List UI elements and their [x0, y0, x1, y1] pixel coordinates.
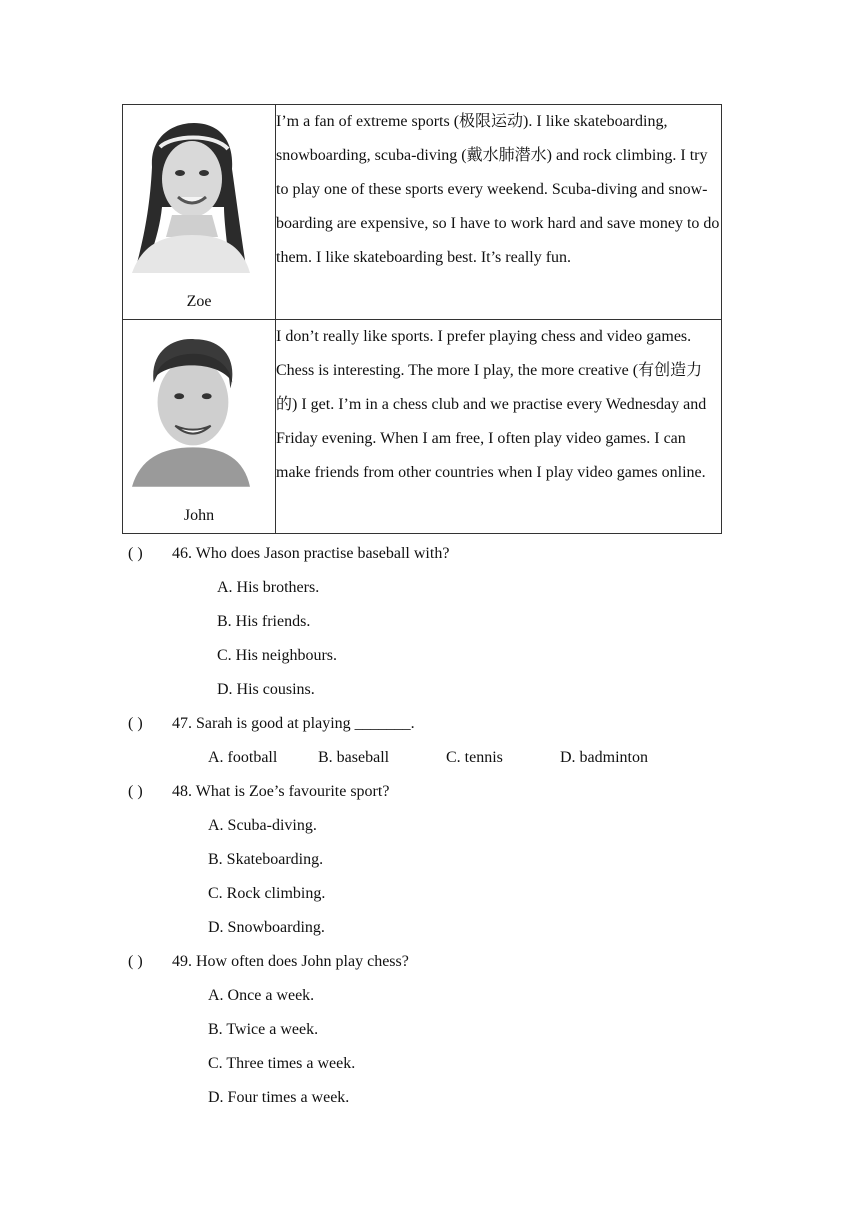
- options-49: [122, 979, 762, 1115]
- option-d: D. Snowboarding.: [208, 919, 325, 936]
- question-49: [122, 945, 762, 979]
- options-48: [122, 809, 762, 945]
- option-d: D. His cousins.: [217, 681, 315, 698]
- table-row-john: [123, 320, 722, 534]
- question-text: 49. How often does John play chess?: [172, 953, 409, 970]
- answer-blank[interactable]: ( ): [128, 783, 143, 800]
- option-b: B. baseball: [318, 749, 390, 766]
- option-c: C. Rock climbing.: [208, 885, 326, 902]
- option-b: B. Twice a week.: [208, 1021, 319, 1038]
- profiles-table: [122, 104, 722, 534]
- john-portrait: [132, 332, 250, 488]
- question-text: 47. Sarah is good at playing _______.: [172, 715, 415, 732]
- john-description: I don’t really like sports. I prefer playing chess and video games. Chess is interesting. The more I play, the more creative (有创造力的) I get. I’m in a chess club and we practise every Wednesday and Friday evening. When I am free, I often play video games. I can make friends from other countries when I play video games online.: [276, 320, 722, 534]
- option-a: A. football: [208, 749, 278, 766]
- answer-blank[interactable]: ( ): [128, 953, 143, 970]
- option-a: A. His brothers.: [217, 579, 320, 596]
- option-a: A. Scuba-diving.: [208, 817, 317, 834]
- answer-blank[interactable]: ( ): [128, 545, 143, 562]
- zoe-description: I’m a fan of extreme sports (极限运动). I like skateboarding, snowboarding, scuba-diving (戴水肺潜水) and rock climbing. I try to play one of these sports every weekend. Scuba-diving and snow-boarding are expensive, so I have to work hard and save money to do them. I like skateboarding best. It’s really fun.: [276, 105, 722, 320]
- question-text: 46. Who does Jason practise baseball with?: [172, 545, 450, 562]
- question-text: 48. What is Zoe’s favourite sport?: [172, 783, 390, 800]
- answer-blank[interactable]: ( ): [128, 715, 143, 732]
- option-d: D. Four times a week.: [208, 1089, 350, 1106]
- option-b: B. Skateboarding.: [208, 851, 324, 868]
- question-47: [122, 707, 762, 741]
- option-c: C. His neighbours.: [217, 647, 337, 664]
- question-48: [122, 775, 762, 809]
- zoe-name: Zoe: [186, 293, 212, 310]
- option-d: D. badminton: [560, 749, 648, 766]
- question-46: [122, 537, 762, 571]
- zoe-portrait: [132, 117, 250, 273]
- photo-cell-zoe: [123, 105, 276, 320]
- john-name: John: [183, 507, 215, 524]
- photo-cell-john: [123, 320, 276, 534]
- options-46: [122, 571, 762, 707]
- option-c: C. Three times a week.: [208, 1055, 356, 1072]
- questions-section: [122, 537, 762, 1115]
- option-c: C. tennis: [446, 749, 503, 766]
- option-a: A. Once a week.: [208, 987, 315, 1004]
- table-row-zoe: [123, 105, 722, 320]
- options-47: [122, 741, 762, 775]
- option-b: B. His friends.: [217, 613, 311, 630]
